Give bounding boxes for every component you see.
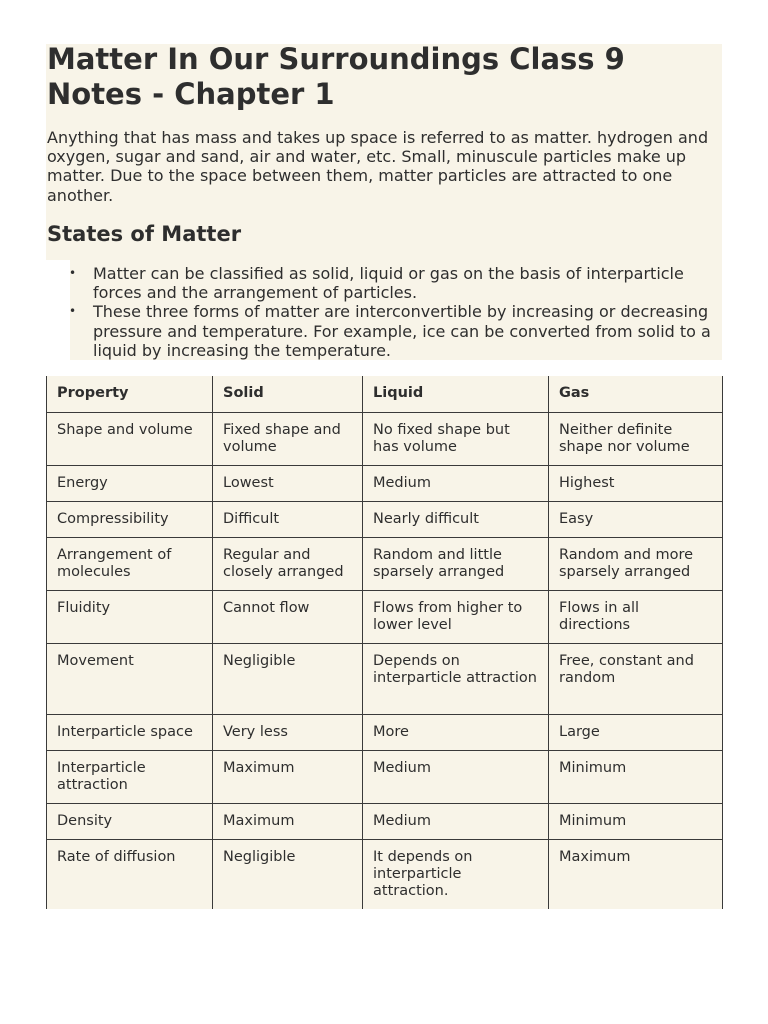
table-cell: Arrangement of molecules: [47, 537, 213, 590]
table-row: [47, 412, 723, 465]
table-cell: Compressibility: [47, 501, 213, 537]
table-cell: Maximum: [549, 839, 723, 909]
table-header-cell: Solid: [213, 376, 363, 412]
table-cell: Nearly difficult: [363, 501, 549, 537]
table-row: [47, 803, 723, 839]
table-cell: Interparticle space: [47, 714, 213, 750]
page-title: Matter In Our Surroundings Class 9 Notes - Chapter 1: [47, 42, 625, 111]
table-cell: Negligible: [213, 643, 363, 714]
table-cell: Negligible: [213, 839, 363, 909]
table-cell: Depends on interparticle attraction: [363, 643, 549, 714]
bullet-text: These three forms of matter are interconvertible by increasing or decreasing pressure and temperature. For example, ice can be converted from solid to a liquid by increasing the temperature.: [93, 302, 711, 360]
table-cell: Random and more sparsely arranged: [549, 537, 723, 590]
table-cell: Minimum: [549, 750, 723, 803]
bullet-list: [47, 264, 722, 360]
table-cell: Movement: [47, 643, 213, 714]
table-cell: Easy: [549, 501, 723, 537]
table-cell: No fixed shape but has volume: [363, 412, 549, 465]
table-cell: Fixed shape and volume: [213, 412, 363, 465]
table-row: [47, 501, 723, 537]
table-row: [47, 714, 723, 750]
bullet-item: [47, 264, 722, 302]
intro-paragraph: Anything that has mass and takes up space is referred to as matter. hydrogen and oxygen, sugar and sand, air and water, etc. Small, minuscule particles make up matter. Due to the space between them, matter particles are attracted to one another.: [47, 128, 709, 205]
table-cell: Flows from higher to lower level: [363, 590, 549, 643]
table-cell: Fluidity: [47, 590, 213, 643]
table-cell: Large: [549, 714, 723, 750]
table-cell: More: [363, 714, 549, 750]
bullet-icon: •: [69, 304, 77, 319]
table-cell: It depends on interparticle attraction.: [363, 839, 549, 909]
table-header-cell: Property: [47, 376, 213, 412]
table-cell: Cannot flow: [213, 590, 363, 643]
table-cell: Medium: [363, 750, 549, 803]
table-cell: Minimum: [549, 803, 723, 839]
table-row: [47, 839, 723, 909]
bullet-text: Matter can be classified as solid, liquid or gas on the basis of interparticle forces and the arrangement of particles.: [93, 264, 684, 303]
table-cell: Regular and closely arranged: [213, 537, 363, 590]
table-cell: Random and little sparsely arranged: [363, 537, 549, 590]
section-heading: States of Matter: [47, 222, 242, 246]
table-cell: Highest: [549, 465, 723, 501]
table-cell: Flows in all directions: [549, 590, 723, 643]
bullet-icon: •: [69, 266, 77, 280]
table-header-cell: Gas: [549, 376, 723, 412]
bullet-item: [47, 302, 722, 360]
table-header-cell: Liquid: [363, 376, 549, 412]
table-cell: Maximum: [213, 803, 363, 839]
table-cell: Medium: [363, 803, 549, 839]
table-cell: Density: [47, 803, 213, 839]
table-cell: Lowest: [213, 465, 363, 501]
table-cell: Medium: [363, 465, 549, 501]
table-cell: Maximum: [213, 750, 363, 803]
table-cell: Neither definite shape nor volume: [549, 412, 723, 465]
table-cell: Difficult: [213, 501, 363, 537]
table-cell: Interparticle attraction: [47, 750, 213, 803]
table-cell: Shape and volume: [47, 412, 213, 465]
table-row: [47, 643, 723, 714]
table-cell: Very less: [213, 714, 363, 750]
table-row: [47, 750, 723, 803]
table-cell: Energy: [47, 465, 213, 501]
table-row: [47, 590, 723, 643]
table-cell: Free, constant and random: [549, 643, 723, 714]
states-of-matter-table: [46, 376, 723, 909]
table-cell: Rate of diffusion: [47, 839, 213, 909]
table-header-row: [47, 376, 723, 412]
table-row: [47, 465, 723, 501]
table-row: [47, 537, 723, 590]
